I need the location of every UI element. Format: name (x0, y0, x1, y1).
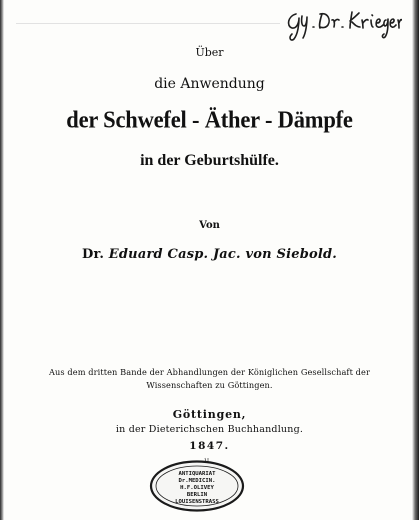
von-label: Von (199, 220, 220, 231)
main-title: der Schwefel - Äther - Dämpfe (66, 105, 353, 133)
title-uber: Über (195, 46, 224, 59)
author-name: Eduard Casp. Jac. von Siebold. (108, 247, 338, 262)
stamp-line: BERLIN (186, 492, 208, 498)
stamp-line: LOUISENSTRASS (175, 499, 219, 505)
stamp-line: H.F.OLIVEY (180, 485, 214, 491)
stamp-line: Dr.MEDICIN. (178, 478, 216, 484)
stamp-line: ANTIQUARIAT (178, 471, 216, 477)
title-line-4: in der Geburtshülfe. (140, 152, 279, 169)
author-line (0, 247, 419, 262)
imprint-city: Göttingen, (172, 408, 247, 421)
imprint-publisher: in der Dieterichschen Buchhandlung. (115, 424, 304, 435)
faint-rule (16, 23, 280, 24)
handwritten-signature (282, 6, 402, 42)
title-line-2: die Anwendung (154, 76, 265, 92)
source-note-line-1: Aus dem dritten Bande der Abhandlungen der Königlichen Gesellschaft der (49, 367, 370, 377)
source-note-line-2: Wissenschaften zu Göttingen. (146, 380, 273, 390)
library-stamp (149, 460, 245, 512)
author-prefix: Dr. (81, 247, 105, 262)
imprint-year: 1847. (189, 440, 230, 452)
